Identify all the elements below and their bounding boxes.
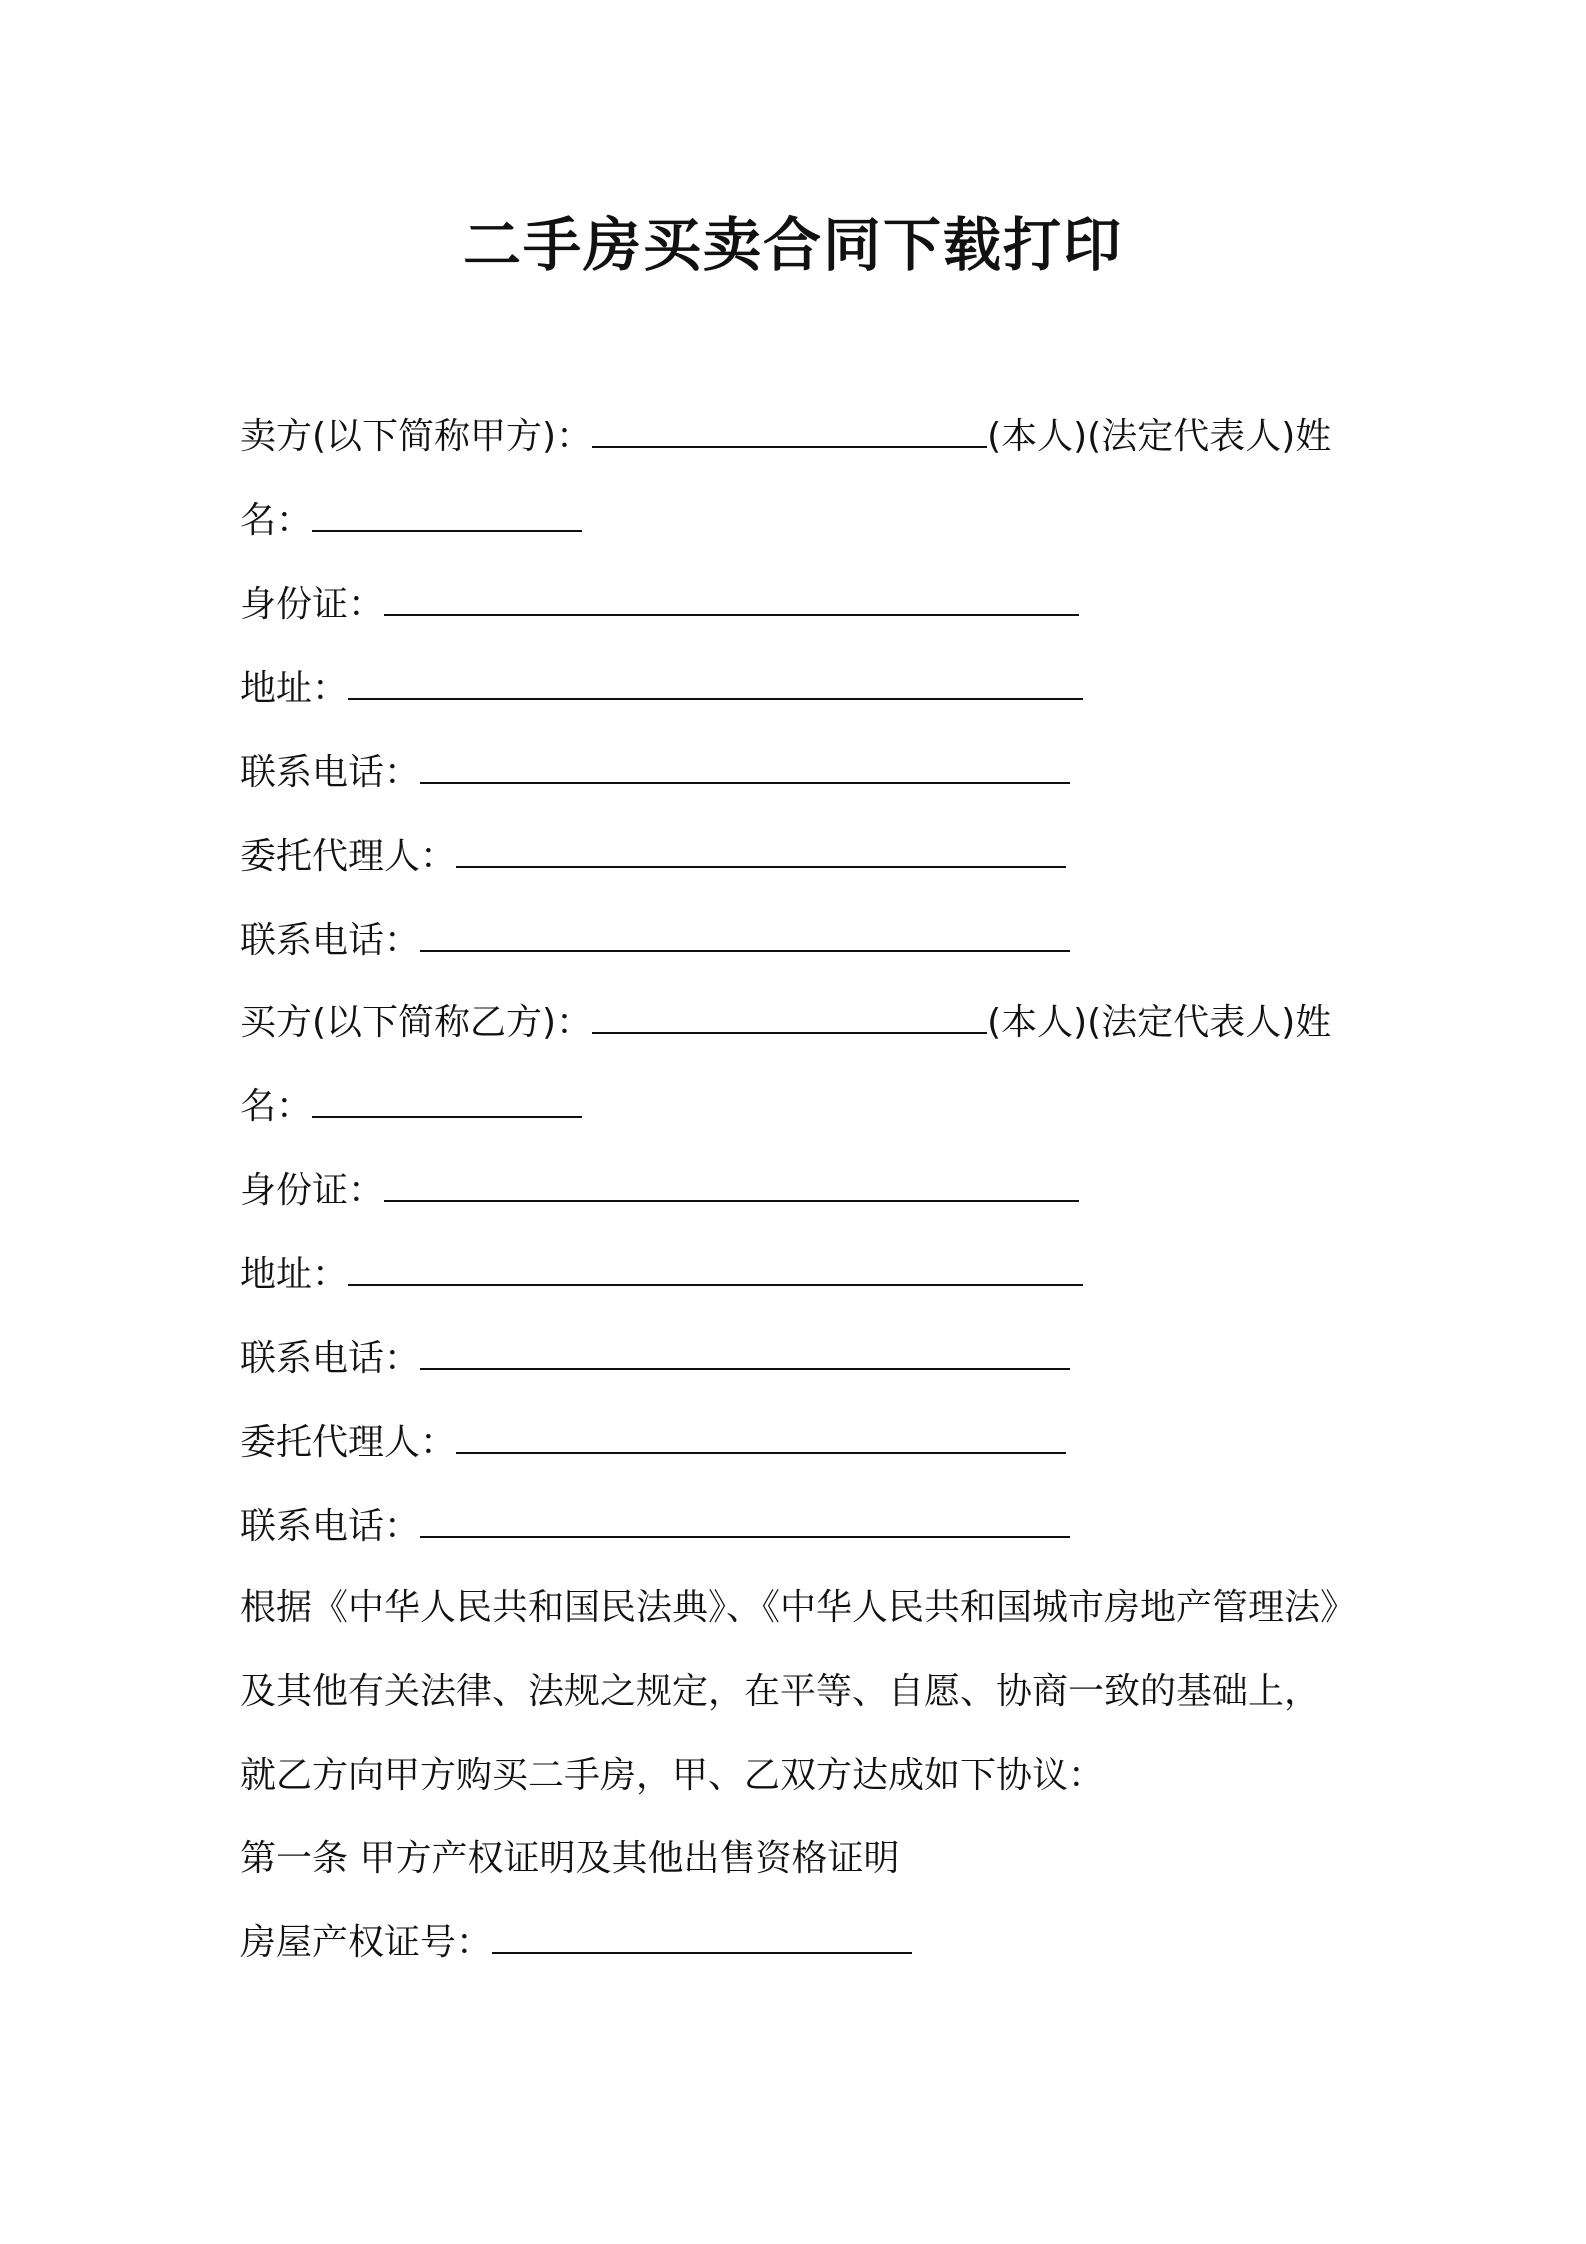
- seller-id-line: [240, 580, 1079, 630]
- document-title: 二手房买卖合同下载打印: [462, 211, 1123, 279]
- buyer-role-label: (本人)(法定代表人)姓: [987, 1002, 1332, 1043]
- buyer-agent-line: [240, 1418, 1066, 1468]
- seller-id-label: 身份证：: [240, 584, 385, 625]
- seller-phone-blank[interactable]: [420, 748, 1070, 784]
- seller-agent-label: 委托代理人：: [240, 836, 457, 877]
- buyer-phone-blank[interactable]: [420, 1334, 1070, 1370]
- buyer-agent-phone-label: 联系电话：: [240, 1506, 421, 1547]
- seller-agent-phone-label: 联系电话：: [240, 920, 421, 961]
- article1-heading: 第一条 甲方产权证明及其他出售资格证明: [240, 1838, 900, 1879]
- buyer-address-label: 地址：: [240, 1254, 349, 1295]
- certificate-line: [240, 1918, 912, 1968]
- seller-phone-line: [240, 748, 1070, 798]
- buyer-address-blank[interactable]: [348, 1250, 1083, 1286]
- buyer-id-label: 身份证：: [240, 1170, 385, 1211]
- seller-intro-line: [240, 412, 1331, 462]
- buyer-name-label: 名：: [240, 1086, 313, 1127]
- buyer-agent-blank[interactable]: [456, 1418, 1066, 1454]
- seller-agent-line: [240, 832, 1066, 882]
- buyer-phone-label: 联系电话：: [240, 1338, 421, 1379]
- seller-address-line: [240, 664, 1083, 714]
- seller-party-blank[interactable]: [592, 412, 987, 448]
- certificate-blank[interactable]: [492, 1918, 912, 1954]
- seller-address-label: 地址：: [240, 668, 349, 709]
- buyer-address-line: [240, 1250, 1083, 1300]
- seller-agent-phone-blank[interactable]: [420, 916, 1070, 952]
- preamble-line-2: 及其他有关法律、法规之规定，在平等、自愿、协商一致的基础上，: [240, 1671, 1321, 1712]
- buyer-id-blank[interactable]: [384, 1166, 1079, 1202]
- seller-role-label: (本人)(法定代表人)姓: [987, 416, 1332, 457]
- seller-name-label: 名：: [240, 500, 313, 541]
- buyer-intro-line: [240, 998, 1331, 1048]
- buyer-agent-phone-line: [240, 1502, 1070, 1552]
- seller-address-blank[interactable]: [348, 664, 1083, 700]
- buyer-agent-label: 委托代理人：: [240, 1422, 457, 1463]
- buyer-party-blank[interactable]: [592, 998, 987, 1034]
- seller-name-blank[interactable]: [312, 496, 582, 532]
- buyer-name-blank[interactable]: [312, 1082, 582, 1118]
- certificate-label: 房屋产权证号：: [240, 1922, 493, 1963]
- seller-phone-label: 联系电话：: [240, 752, 421, 793]
- preamble-line-1: 根据《中华人民共和国民法典》、《中华人民共和国城市房地产管理法》: [240, 1587, 1357, 1628]
- buyer-phone-line: [240, 1334, 1070, 1384]
- buyer-name-line: [240, 1082, 582, 1132]
- buyer-intro-label: 买方(以下简称乙方)：: [240, 1002, 593, 1043]
- preamble-line-3: 就乙方向甲方购买二手房，甲、乙双方达成如下协议：: [240, 1755, 1105, 1796]
- seller-agent-phone-line: [240, 916, 1070, 966]
- seller-id-blank[interactable]: [384, 580, 1079, 616]
- seller-intro-label: 卖方(以下简称甲方)：: [240, 416, 593, 457]
- buyer-agent-phone-blank[interactable]: [420, 1502, 1070, 1538]
- seller-name-line: [240, 496, 582, 546]
- buyer-id-line: [240, 1166, 1079, 1216]
- seller-agent-blank[interactable]: [456, 832, 1066, 868]
